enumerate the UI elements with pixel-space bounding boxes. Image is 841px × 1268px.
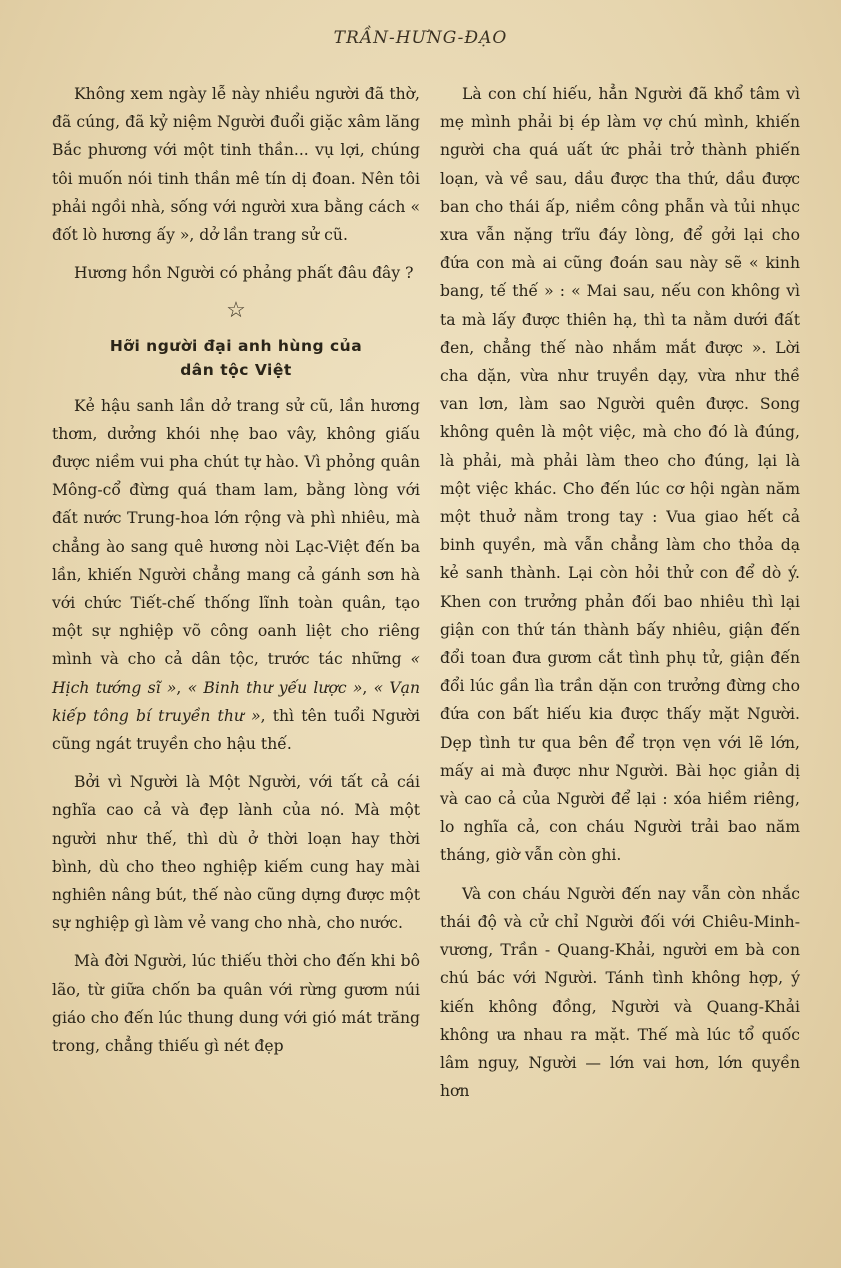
right-column (440, 80, 800, 1115)
text-span: , thì tên tuổi Người cũng ngát truyền cho hậu thế. (52, 706, 420, 754)
paragraph: Là con chí hiếu, hẳn Người đã khổ tâm vì mẹ mình phải bị ép làm vợ chú mình, khiến người cha quá uất ức phải trở thành phiến loạn, và về sau, dầu được tha thứ, dầu được ban cho thái ấp, niềm công phẫn và tủi nhục xưa vẫn nặng trĩu đáy lòng, để gởi lại cho đứa con mà ai cũng đoán sau này sẽ « kinh bang, tế thế » : « Mai sau, nếu con không vì ta mà lấy được thiên hạ, thì ta nằm dưới đất đen, chẳng thế nào nhắm mắt được ». Lời cha dặn, vừa như truyền dạy, vừa như thề van lơn, làm sao Người quên được. Song không quên là một việc, mà cho đó là đúng, là phải, mà phải làm theo cho đúng, lại là một việc khác. Cho đến lúc cơ hội ngàn năm một thuở nằm trong tay : Vua giao hết cả binh quyền, mà vẫn chẳng làm cho thỏa dạ kẻ sanh thành. Lại còn hỏi thử con để dò ý. Khen con trưởng phản đối bao nhiêu thì lại giận con thứ tán thành bấy nhiêu, giận đến đổi toan đưa gươm cắt tình phụ tử, giận đến đổi lúc gần lìa trần dặn con trưởng đừng cho đứa con bất hiếu kia được thấy mặt Người. Dẹp tình tư qua bên để trọn vẹn với lẽ lớn, mấy ai mà được như Người. Bài học giản dị và cao cả của Người để lại : xóa hiềm riêng, lo nghĩa cả, con cháu Người trải bao năm tháng, giờ vẫn còn ghi. (440, 85, 800, 865)
section-title-line: Hỡi người đại anh hùng của (109, 336, 363, 355)
left-column (52, 80, 420, 1070)
work-title: « Binh thư yếu lược » (187, 678, 363, 697)
text-span: Kẻ hậu sanh lần dở trang sử cũ, lần hương thơm, dưởng khói nhẹ bao vây, không giấu được niềm vui pha chút tự hào. Vì phỏng quân Mông-cổ đừng quá tham lam, bằng lòng với đất nước Trung-hoa lớn rộng và phì nhiêu, mà chẳng ào sang quê hương nòi Lạc-Việt đến ba lần, khiến Người chẳng mang cả gánh sơn hà với chức Tiết-chế thống lĩnh toàn quân, tạo một sự nghiệp võ công oanh liệt cho riêng mình và cho cả dân tộc, trước tác những (52, 396, 420, 669)
paragraph: Không xem ngày lễ này nhiều người đã thờ, đã cúng, đã kỷ niệm Người đuổi giặc xâm lăng Bắc phương với một tinh thần... vụ lợi, chúng tôi muốn nói tinh thần mê tín dị đoan. Nên tôi phải ngồi nhà, sống với người xưa bằng cách « đốt lò hương ấy », dở lần trang sử cũ. (52, 85, 420, 245)
work-title: « Vạn kiếp tông bí truyền thư » (52, 678, 420, 725)
paragraph: Hương hồn Người có phảng phất đâu đây ? (74, 264, 414, 283)
paragraph: Bởi vì Người là Một Người, với tất cả cái nghĩa cao cả và đẹp lành của nó. Mà một người như thế, thì dù ở thời loạn hay thời bình, dù cho theo nghiệp kiếm cung hay mài nghiên nâng bút, thế nào cũng dựng được một sự nghiệp gì làm vẻ vang cho nhà, cho nước. (52, 773, 420, 933)
star-ornament-icon: ☆ (226, 298, 246, 324)
running-head: TRẦN-HƯNG-ĐẠO (333, 28, 508, 48)
work-title: « Hịch tướng sĩ » (52, 650, 420, 697)
section-title-line: dân tộc Việt (180, 360, 292, 379)
text-span: , (176, 678, 188, 697)
paragraph: Và con cháu Người đến nay vẫn còn nhắc thái độ và cử chỉ Người đối với Chiêu-Minh-vương, Trần - Quang-Khải, người em bà con chú bác với Người. Tánh tình không hợp, ý kiến không đồng, Người và Quang-Khải không ưa nhau ra mặt. Thế mà lúc tổ quốc lâm nguy, Người — lớn vai hơn, lớn quyền hơn (440, 884, 800, 1101)
paragraph (52, 392, 420, 759)
paragraph: Mà đời Người, lúc thiếu thời cho đến khi bô lão, từ giữa chốn ba quân với rừng gươm núi giáo cho đến lúc thung dung với gió mát trăng trong, chẳng thiếu gì nét đẹp (52, 952, 420, 1056)
section-title (52, 334, 420, 382)
text-span: , (362, 678, 374, 697)
